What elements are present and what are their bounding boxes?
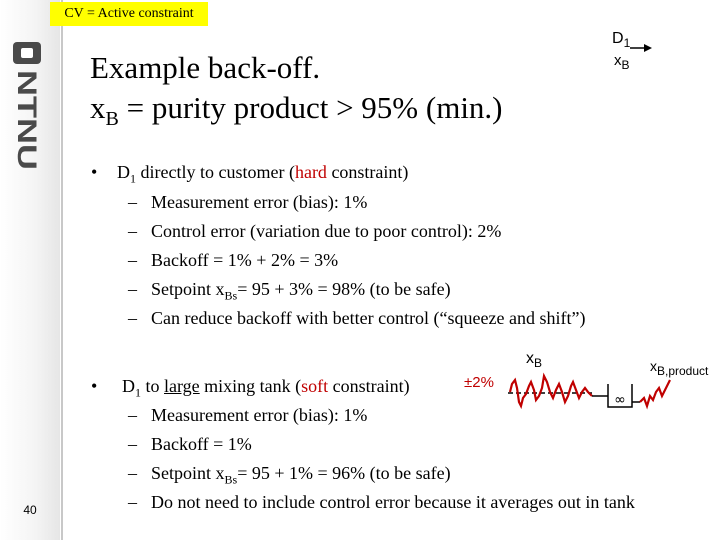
sidebar-divider bbox=[61, 0, 63, 540]
s2-item: Measurement error (bias): 1% bbox=[151, 405, 368, 425]
s2-sp-post: = 95 + 1% = 96% (to be safe) bbox=[237, 463, 451, 483]
xbp-text: x bbox=[650, 358, 657, 374]
s2-post: constraint) bbox=[328, 376, 410, 396]
dash: – bbox=[128, 250, 137, 270]
title-line-1: Example back-off. bbox=[90, 50, 321, 85]
s1-item bbox=[151, 277, 451, 308]
s2-item: Do not need to include control error because it averages out in tank bbox=[151, 492, 635, 512]
slide-title bbox=[90, 48, 503, 139]
s2-sp-pre: Setpoint x bbox=[151, 463, 225, 483]
dash: – bbox=[128, 463, 137, 483]
s1-hard: hard bbox=[294, 162, 327, 182]
mixing-tank-diagram bbox=[500, 362, 700, 422]
dash: – bbox=[128, 221, 137, 241]
page-number: 40 bbox=[23, 503, 37, 517]
mixer-icon: ∞ bbox=[614, 392, 626, 408]
s2-soft: soft bbox=[301, 376, 329, 396]
logo-text: NTNU bbox=[12, 70, 42, 145]
s1-item: Control error (variation due to poor control): 2% bbox=[151, 221, 502, 241]
title-x: x bbox=[90, 90, 106, 125]
cv-badge: CV = Active constraint bbox=[50, 2, 208, 26]
d1-sub: 1 bbox=[623, 36, 631, 51]
xb-top-sub: B bbox=[621, 58, 630, 72]
dash: – bbox=[128, 279, 137, 299]
product-arrow bbox=[630, 42, 652, 54]
s2-d-sub: 1 bbox=[135, 385, 141, 400]
inflow-signal bbox=[510, 376, 592, 406]
s2-d: D bbox=[122, 376, 135, 396]
title-rest: = purity product > 95% (min.) bbox=[118, 90, 503, 125]
logo-mark-inner bbox=[21, 48, 33, 58]
d1-label bbox=[612, 30, 630, 50]
s1-item: Measurement error (bias): 1% bbox=[151, 192, 368, 212]
dash: – bbox=[128, 192, 137, 212]
dash: – bbox=[128, 405, 137, 425]
s1-item: Can reduce backoff with better control (“squeeze and shift”) bbox=[151, 308, 586, 328]
s1-sp-sub: Bs bbox=[224, 288, 238, 303]
s2-item: Backoff = 1% bbox=[151, 434, 252, 454]
dash: – bbox=[128, 492, 137, 512]
title-line-2 bbox=[90, 88, 503, 139]
s1-item: Backoff = 1% + 2% = 3% bbox=[151, 250, 339, 270]
xb-bottom-sub: B bbox=[534, 356, 543, 371]
s1-sp-post: = 95 + 3% = 98% (to be safe) bbox=[237, 279, 451, 299]
s2-to: to bbox=[141, 376, 165, 396]
bullet-dot-2: • bbox=[91, 376, 98, 396]
dash: – bbox=[128, 434, 137, 454]
ntnu-logo bbox=[10, 40, 46, 172]
s2-item bbox=[151, 461, 451, 492]
title-sub: B bbox=[105, 108, 119, 131]
section1-bullet bbox=[117, 160, 408, 191]
xb-top-label bbox=[614, 52, 630, 72]
section2-bullet bbox=[122, 374, 410, 405]
variation-label: ±2% bbox=[464, 374, 494, 391]
xbp-sub: B,product bbox=[657, 363, 709, 378]
d1-text: D bbox=[612, 30, 624, 47]
s2-large: large bbox=[164, 376, 200, 396]
s1-d: D bbox=[117, 162, 130, 182]
dash: – bbox=[128, 308, 137, 328]
s1-post: constraint) bbox=[326, 162, 409, 182]
s2-sp-sub: Bs bbox=[224, 472, 238, 487]
xb-bottom-text: x bbox=[526, 350, 534, 367]
xb-top-text: x bbox=[614, 52, 622, 69]
s1-sp-pre: Setpoint x bbox=[151, 279, 225, 299]
s1-d-sub: 1 bbox=[130, 171, 136, 186]
s1-mid: directly to customer ( bbox=[136, 162, 295, 182]
outflow-signal bbox=[640, 380, 670, 406]
bullet-dot-1: • bbox=[91, 162, 98, 182]
s2-mid: mixing tank ( bbox=[199, 376, 302, 396]
